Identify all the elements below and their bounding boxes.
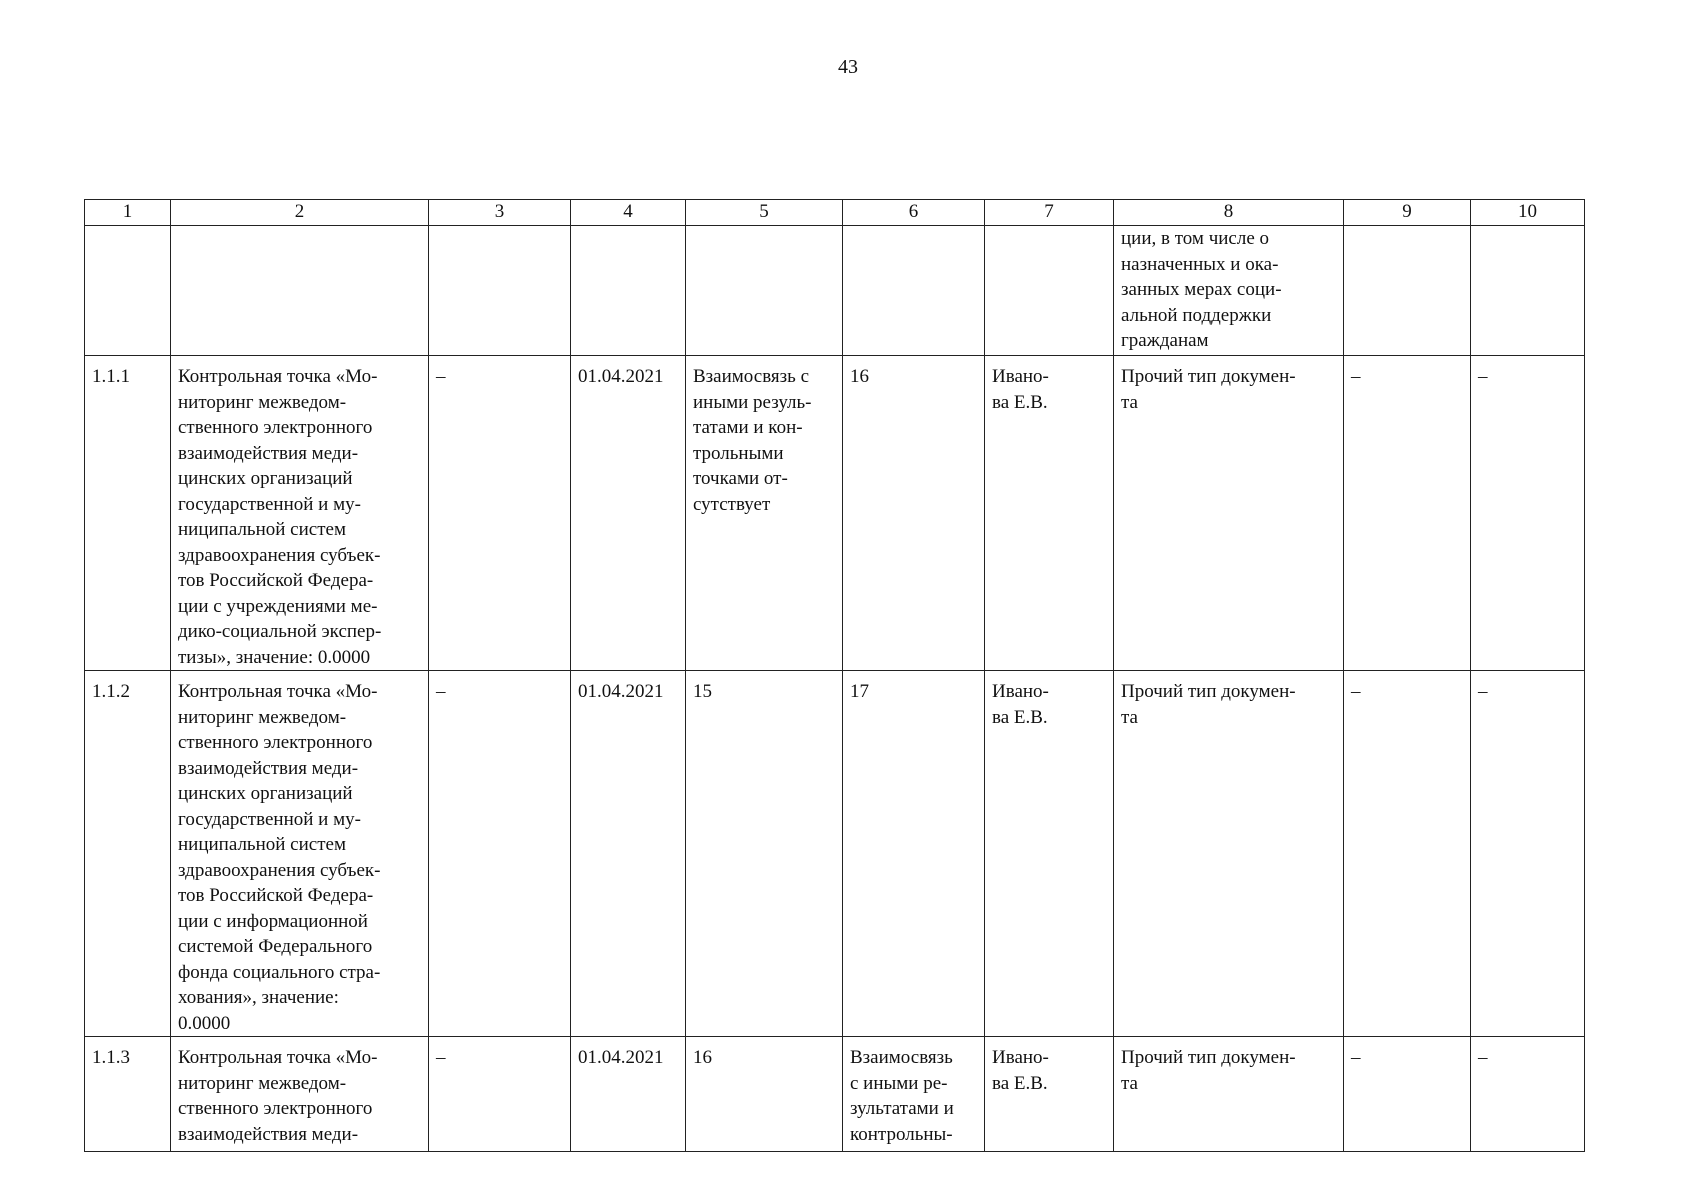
text-line: гражданам bbox=[1121, 330, 1209, 351]
text-line: ственного электронного bbox=[178, 1098, 373, 1119]
cell bbox=[843, 226, 985, 356]
text-line: фонда социального стра- bbox=[178, 961, 381, 983]
table-row bbox=[85, 1037, 1585, 1152]
table-row bbox=[85, 356, 1585, 671]
column-header: 2 bbox=[171, 200, 429, 226]
text-line: здравоохранения субъек- bbox=[178, 544, 381, 566]
text-line: Взаимосвязь с bbox=[693, 366, 810, 387]
text-line: 0.0000 bbox=[178, 1012, 231, 1034]
text-line: ва Е.В. bbox=[992, 1072, 1048, 1094]
document-type-cell bbox=[1114, 671, 1344, 1037]
text-line: Прочий тип докумен- bbox=[1121, 1047, 1296, 1068]
text-line: Прочий тип докумен- bbox=[1121, 681, 1296, 702]
text-line: та bbox=[1121, 1072, 1138, 1094]
cell bbox=[985, 226, 1114, 356]
control-point-name bbox=[171, 1037, 429, 1152]
header-row bbox=[85, 200, 1585, 226]
cell-col6 bbox=[843, 356, 985, 671]
text-line: Прочий тип докумен- bbox=[1121, 366, 1296, 387]
responsible-cell bbox=[985, 356, 1114, 671]
text-line: сутствует bbox=[693, 493, 771, 515]
text-line: здравоохранения субъек- bbox=[178, 859, 381, 881]
text-line: цинских организаций bbox=[178, 468, 353, 489]
cell-col9: – bbox=[1344, 1037, 1471, 1152]
text-line: дико-социальной экспер- bbox=[178, 621, 382, 642]
text-line: системой Федерального bbox=[178, 936, 373, 957]
column-header: 1 bbox=[85, 200, 171, 226]
cell-col9: – bbox=[1344, 671, 1471, 1037]
row-number: 1.1.2 bbox=[85, 671, 171, 1037]
cell bbox=[429, 226, 571, 356]
column-header: 9 bbox=[1344, 200, 1471, 226]
cell-col10: – bbox=[1471, 671, 1585, 1037]
text-line: Взаимосвязь bbox=[850, 1047, 953, 1068]
text-line: цинских организаций bbox=[178, 783, 353, 804]
cell bbox=[1471, 226, 1585, 356]
text-line: ции с информационной bbox=[178, 910, 368, 932]
text-line: с иными ре- bbox=[850, 1072, 948, 1094]
cell-col10: – bbox=[1471, 356, 1585, 671]
column-header: 5 bbox=[686, 200, 843, 226]
text-line: ниторинг межведом- bbox=[178, 391, 347, 413]
text-line: та bbox=[1121, 391, 1138, 413]
text-line: альной поддержки bbox=[1121, 304, 1272, 326]
column-header: 3 bbox=[429, 200, 571, 226]
cell-col6 bbox=[843, 671, 985, 1037]
cell-col5 bbox=[686, 1037, 843, 1152]
text-line: 16 bbox=[693, 1047, 712, 1068]
cell bbox=[571, 226, 686, 356]
cell bbox=[1344, 226, 1471, 356]
text-line: татами и кон- bbox=[693, 417, 803, 438]
control-point-name bbox=[171, 356, 429, 671]
text-line: занных мерах соци- bbox=[1121, 279, 1282, 300]
cell-col5 bbox=[686, 671, 843, 1037]
cell bbox=[85, 226, 171, 356]
page-number: 43 bbox=[838, 56, 858, 78]
text-line: взаимодействия меди- bbox=[178, 1123, 359, 1145]
text-line: взаимодействия меди- bbox=[178, 442, 359, 464]
text-line: государственной и му- bbox=[178, 493, 361, 515]
text-line: ва Е.В. bbox=[992, 391, 1048, 413]
date-cell: 01.04.2021 bbox=[571, 1037, 686, 1152]
text-line: Ивано- bbox=[992, 1047, 1049, 1068]
text-line: назначенных и ока- bbox=[1121, 253, 1279, 275]
text-line: контрольны- bbox=[850, 1123, 953, 1145]
cell-col3: – bbox=[429, 671, 571, 1037]
text-line: 15 bbox=[693, 681, 712, 702]
text-line: та bbox=[1121, 706, 1138, 728]
text-line: взаимодействия меди- bbox=[178, 757, 359, 779]
text-line: ственного электронного bbox=[178, 417, 373, 438]
row-number: 1.1.3 bbox=[85, 1037, 171, 1152]
text-line: Ивано- bbox=[992, 681, 1049, 702]
column-header: 4 bbox=[571, 200, 686, 226]
document-type-cell bbox=[1114, 226, 1344, 356]
text-line: Контрольная точка «Мо- bbox=[178, 366, 378, 387]
control-point-name bbox=[171, 671, 429, 1037]
cell-col9: – bbox=[1344, 356, 1471, 671]
column-header: 8 bbox=[1114, 200, 1344, 226]
text-line: ниципальной систем bbox=[178, 519, 346, 540]
row-number: 1.1.1 bbox=[85, 356, 171, 671]
table-row bbox=[85, 671, 1585, 1037]
text-line: 16 bbox=[850, 366, 869, 387]
text-line: ниципальной систем bbox=[178, 834, 346, 855]
cell-col3: – bbox=[429, 356, 571, 671]
continuation-row bbox=[85, 226, 1585, 356]
cell-col5 bbox=[686, 356, 843, 671]
column-header: 10 bbox=[1471, 200, 1585, 226]
control-points-table bbox=[84, 199, 1585, 1152]
text-line: Контрольная точка «Мо- bbox=[178, 1047, 378, 1068]
text-line: ции с учреждениями ме- bbox=[178, 595, 378, 617]
cell-col3: – bbox=[429, 1037, 571, 1152]
cell bbox=[686, 226, 843, 356]
text-line: 17 bbox=[850, 681, 869, 702]
text-line: иными резуль- bbox=[693, 391, 812, 413]
responsible-cell bbox=[985, 671, 1114, 1037]
column-header: 6 bbox=[843, 200, 985, 226]
text-line: трольными bbox=[693, 442, 784, 464]
responsible-cell bbox=[985, 1037, 1114, 1152]
text-line: ниторинг межведом- bbox=[178, 706, 347, 728]
text-line: ственного электронного bbox=[178, 732, 373, 753]
text-line: хования», значение: bbox=[178, 987, 339, 1008]
text-line: Ивано- bbox=[992, 366, 1049, 387]
text-line: тов Российской Федера- bbox=[178, 570, 374, 591]
text-line: тизы», значение: 0.0000 bbox=[178, 646, 371, 668]
text-line: ва Е.В. bbox=[992, 706, 1048, 728]
text-line: точками от- bbox=[693, 468, 788, 489]
column-header: 7 bbox=[985, 200, 1114, 226]
document-type-cell bbox=[1114, 1037, 1344, 1152]
cell bbox=[171, 226, 429, 356]
cell-col6 bbox=[843, 1037, 985, 1152]
text-line: ции, в том числе о bbox=[1121, 228, 1270, 249]
document-type-cell bbox=[1114, 356, 1344, 671]
date-cell: 01.04.2021 bbox=[571, 671, 686, 1037]
text-line: Контрольная точка «Мо- bbox=[178, 681, 378, 702]
text-line: государственной и му- bbox=[178, 808, 361, 830]
cell-col10: – bbox=[1471, 1037, 1585, 1152]
date-cell: 01.04.2021 bbox=[571, 356, 686, 671]
text-line: тов Российской Федера- bbox=[178, 885, 374, 906]
text-line: ниторинг межведом- bbox=[178, 1072, 347, 1094]
text-line: зультатами и bbox=[850, 1098, 954, 1119]
